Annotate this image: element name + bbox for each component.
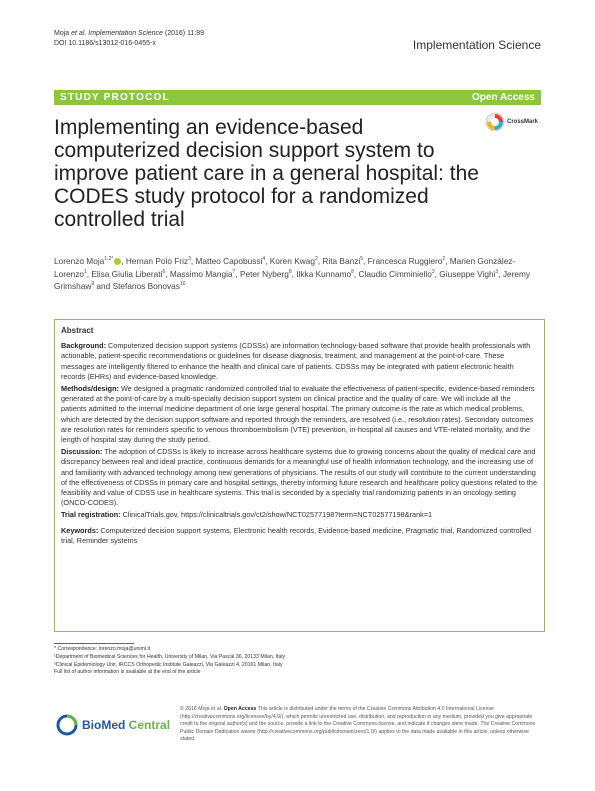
author-list: Lorenzo Moja$^{1,2*}$ , Hernan Polo Friz$^3$, Matteo Capobussi$^4$, Koren Kwag$^2$, Rita Banzi$^5$, Francesca Ruggiero$^2$, Marien González-Lorenzo$^1$, Elisa Giulia Liberati$^6$, Massimo Mangia$^7$, Peter Nyberg$^8$, Ilkka Kunnamo$^8$, Claudio Cimminiello$^3$, Giuseppe Vighi$^3$, Jeremy Grimshaw$^9$ and Stefanos Bonovas$^{10}$ — [54, 256, 531, 291]
author-name: Rita Banzi$^5$ — [322, 256, 363, 266]
abstract-keywords: Keywords: Computerized decision support systems, Electronic health records, Evidence-based medicine, Pragmatic trial, Randomized controlled trial, Reminder systems — [61, 525, 532, 545]
publisher-logo: BioMed Central — [56, 714, 176, 736]
author-info-note: Full list of author information is available at the end of the article — [54, 669, 201, 676]
abstract-heading: Abstract — [61, 326, 94, 335]
article-title: Implementing an evidence-based computerized decision support system to improve patient care in a general hospital: the CODES study protocol for a randomized controlled trial — [54, 116, 479, 231]
author-name: Elisa Giulia Liberati$^6$ — [91, 268, 166, 279]
abstract-registration: Trial registration: ClinicalTrials.gov, https://clinicaltrials.gov/ct2/show/NCT02577198?term=NCT02577198&rank=1 — [61, 510, 433, 520]
author-name: Francesca Ruggiero$^2$ — [367, 256, 446, 266]
footnotes — [54, 646, 294, 677]
affiliation-1: ¹Department of Biomedical Sciences for Health, University of Milan, Via Pascal 36, 20133 Milan, Italy — [54, 653, 286, 660]
orcid-icon[interactable] — [114, 258, 121, 265]
author-name: Jeremy Grimshaw$^9$ — [54, 268, 531, 291]
author-name: Matteo Capobussi$^4$ — [195, 256, 266, 266]
author-name: Giuseppe Vighi$^3$ — [439, 268, 499, 279]
crossmark-icon — [485, 112, 505, 132]
license-statement: © 2016 Moja et al. Open Access This article is distributed under the terms of the Creative Commons Attribution 4.0 International License (http://creativecommons.org/licenses/by/4.0/), which permits unrestricted use, distribution, and reproduction in any medium, provided you give appropriate credit to the original author(s) and the source, provide a link to the Creative Commons license, and indicate if changes were made. The Creative Commons Public Domain Dedication waiver (http://creativecommons.org/publicdomain/zero/1.0/) applies to the data made available in this article, unless otherwise stated. — [180, 706, 536, 743]
crossmark-badge[interactable] — [485, 112, 545, 137]
doi: DOI 10.1186/s13012-016-0455-x — [54, 40, 156, 47]
abstract-methods: Methods/design: We designed a pragmatic randomized controlled trial to evaluate the effectiveness of patient-specific, evidence-based reminders generated at the point-of-care by a multi-specialty decision support system on clinical practice and the quality of care. We will include all the patients admitted to the internal medicine department of one large general hospital. The primary outcome is the rate at which medical problems, which are detected by the decision support software and reported through the reminders, are resolved (i.e., resolution rates). Secondary outcomes are resolution rates for reminders specific to venous thromboembolism (VTE) prevention, in-hospital all causes and VTE-related mortality, and the length of hospital stay during the study period. — [61, 384, 535, 445]
author-name: Massimo Mangia$^7$ — [169, 268, 236, 279]
author-name: Hernan Polo Friz$^3$ — [125, 256, 191, 266]
author-name: Stefanos Bonovas$^{10}$ — [112, 281, 186, 291]
correspondence-note: * Correspondence: lorenzo.moja@unimi.it — [54, 646, 151, 652]
author-name: Claudio Cimminiello$^3$ — [358, 268, 435, 279]
article-type-label: STUDY PROTOCOL — [60, 92, 170, 103]
abstract-discussion: Discussion: The adoption of CDSSs is likely to increase across healthcare systems due to growing concerns about the quality of medical care and discrepancy between real and ideal practice, continuous demands for a meaningful use of health information technology, and the increasing use of and familiarity with advanced technology among new generations of physicians. The results of our study will contribute to the current understanding of the effectiveness of CDSSs in primary care and hospital settings, thereby informing future research and healthcare policy questions related to the feasibility and value of CDSS use in healthcare systems. This trial is seconded by a specialty trial randomizing patients in an oncology setting (ONCO-CODES). — [61, 447, 538, 508]
journal-name: Implementation Science — [412, 38, 541, 52]
biomed-central-logo-icon — [56, 714, 78, 736]
article-type-banner — [54, 90, 541, 105]
abstract-box — [54, 319, 545, 632]
affiliation-2: ²Clinical Epidemiology Unit, IRCCS Orthopedic Institute Galeazzi, Via Galeazzi 4, 20161 Milan, Italy — [54, 661, 283, 668]
author-name: Koren Kwag$^2$ — [269, 256, 318, 266]
author-name: Ilkka Kunnamo$^8$ — [296, 268, 354, 279]
abstract-background: Background: Computerized decision support systems (CDSSs) are information technology-based software that provide health professionals with actionable, patient-specific recommendations or guidelines for disease diagnosis, treatment, and management at the point-of-care. These messages are intelligently filtered to enhance the health and clinical care of patients. CDSSs may be integrated with patient electronic health records (EHRs) and evidence-based knowledge. — [61, 341, 531, 381]
author-name: Peter Nyberg$^8$ — [239, 268, 292, 279]
footnote-rule — [54, 643, 134, 644]
citation-line: Moja et al. Implementation Science (2016) 11:89 DOI 10.1186/s13012-016-0455-x — [54, 30, 205, 47]
author-name: Marien González-Lorenzo$^1$ — [54, 256, 516, 279]
crossmark-label: CrossMark — [507, 119, 539, 125]
author-name: Lorenzo Moja$^{1,2*}$ — [54, 256, 121, 266]
open-access-label: Open Access — [472, 92, 535, 103]
